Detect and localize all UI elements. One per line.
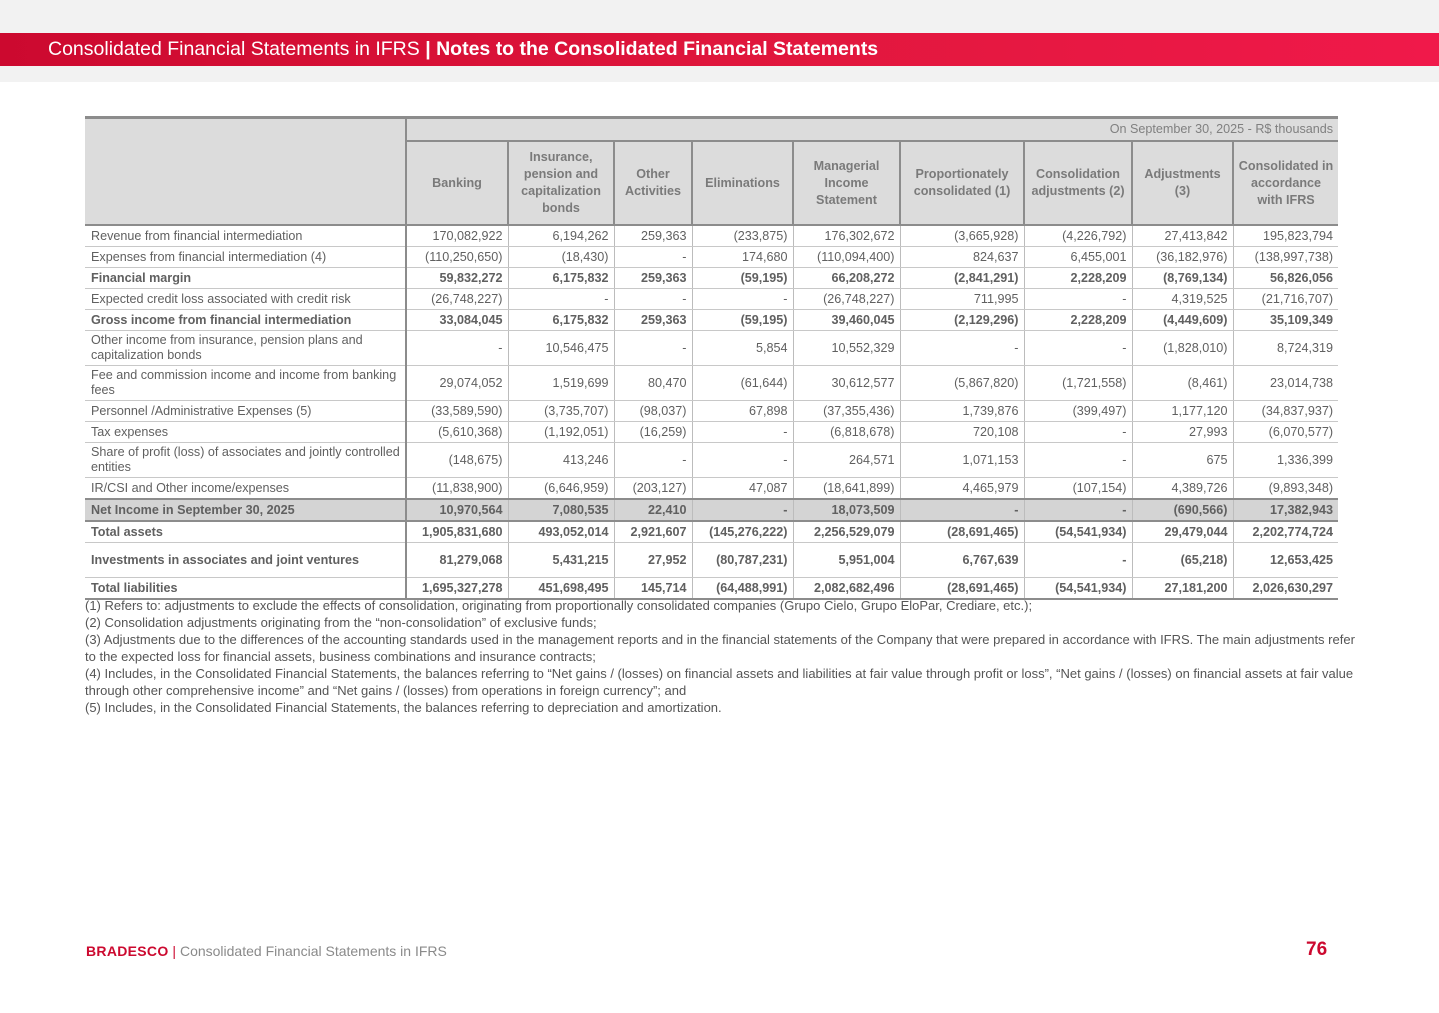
col-header: Consolidation adjustments (2) xyxy=(1024,141,1132,225)
header-subtitle: Notes to the Consolidated Financial Statements xyxy=(436,38,879,60)
table-cell: - xyxy=(1024,422,1132,443)
table-cell: 1,336,399 xyxy=(1233,443,1338,478)
table-cell: - xyxy=(1024,289,1132,310)
table-cell: 1,177,120 xyxy=(1132,401,1233,422)
table-cell: (1,192,051) xyxy=(508,422,614,443)
row-label: Tax expenses xyxy=(85,422,406,443)
col-header: Adjustments (3) xyxy=(1132,141,1233,225)
table-cell: - xyxy=(692,499,793,521)
table-row xyxy=(85,521,1338,543)
table-cell: 6,455,001 xyxy=(1024,247,1132,268)
table-cell: - xyxy=(1024,443,1132,478)
row-label: Total liabilities xyxy=(85,578,406,600)
table-cell: - xyxy=(1024,499,1132,521)
table-cell: 27,181,200 xyxy=(1132,578,1233,600)
table-cell: 10,546,475 xyxy=(508,331,614,366)
table-cell: 67,898 xyxy=(692,401,793,422)
footnote: (1) Refers to: adjustments to exclude the effects of consolidation, originating from proportionally consolidated companies (Grupo Cielo, Grupo EloPar, Crediare, etc.); xyxy=(85,598,1033,613)
table-cell: 1,905,831,680 xyxy=(406,521,508,543)
table-cell: - xyxy=(1024,543,1132,578)
header-separator: | xyxy=(425,38,431,60)
table-cell: 6,767,639 xyxy=(900,543,1024,578)
table-cell: (110,094,400) xyxy=(793,247,900,268)
table-cell: 27,413,842 xyxy=(1132,225,1233,247)
table-cell: (65,218) xyxy=(1132,543,1233,578)
table-cell: - xyxy=(900,499,1024,521)
table-cell: (6,818,678) xyxy=(793,422,900,443)
col-header: Managerial Income Statement xyxy=(793,141,900,225)
table-cell: 6,175,832 xyxy=(508,268,614,289)
table-cell: 27,993 xyxy=(1132,422,1233,443)
table-cell: 451,698,495 xyxy=(508,578,614,600)
table-cell: (233,875) xyxy=(692,225,793,247)
table-cell: (148,675) xyxy=(406,443,508,478)
table-cell: (59,195) xyxy=(692,310,793,331)
table-cell: 6,175,832 xyxy=(508,310,614,331)
col-header: Consolidated in accordance with IFRS xyxy=(1233,141,1338,225)
table-cell: - xyxy=(900,331,1024,366)
table-cell: 22,410 xyxy=(614,499,692,521)
table-cell: - xyxy=(508,289,614,310)
row-label: Share of profit (loss) of associates and jointly controlled entities xyxy=(85,443,406,478)
table-cell: (61,644) xyxy=(692,366,793,401)
managerial-income-table xyxy=(85,116,1338,600)
table-cell: (4,449,609) xyxy=(1132,310,1233,331)
table-cell: (26,748,227) xyxy=(406,289,508,310)
table-row xyxy=(85,366,1338,401)
row-label: Other income from insurance, pension plans and capitalization bonds xyxy=(85,331,406,366)
table-row xyxy=(85,225,1338,247)
table-cell: 264,571 xyxy=(793,443,900,478)
table-cell: 27,952 xyxy=(614,543,692,578)
row-label: IR/CSI and Other income/expenses xyxy=(85,478,406,500)
table-row xyxy=(85,331,1338,366)
table-cell: (54,541,934) xyxy=(1024,521,1132,543)
table-cell: 2,026,630,297 xyxy=(1233,578,1338,600)
table-cell: (110,250,650) xyxy=(406,247,508,268)
row-label: Net Income in September 30, 2025 xyxy=(85,499,406,521)
header-underband xyxy=(0,66,1439,82)
table-cell: 1,739,876 xyxy=(900,401,1024,422)
table-cell: (107,154) xyxy=(1024,478,1132,500)
table-cell: (145,276,222) xyxy=(692,521,793,543)
table-cell: (28,691,465) xyxy=(900,578,1024,600)
table-row xyxy=(85,478,1338,500)
table-cell: 4,389,726 xyxy=(1132,478,1233,500)
col-header: Eliminations xyxy=(692,141,793,225)
col-header: Banking xyxy=(406,141,508,225)
table-cell: (54,541,934) xyxy=(1024,578,1132,600)
table-cell: - xyxy=(614,247,692,268)
table-cell: 30,612,577 xyxy=(793,366,900,401)
table-cell: 5,431,215 xyxy=(508,543,614,578)
footnote: (5) Includes, in the Consolidated Financial Statements, the balances referring to depreciation and amortization. xyxy=(85,700,722,715)
table-cell: (6,646,959) xyxy=(508,478,614,500)
table-cell: 10,552,329 xyxy=(793,331,900,366)
table-cell: 720,108 xyxy=(900,422,1024,443)
table-cell: 81,279,068 xyxy=(406,543,508,578)
table-cell: 259,363 xyxy=(614,310,692,331)
table-cell: (399,497) xyxy=(1024,401,1132,422)
unit-label: On September 30, 2025 - R$ thousands xyxy=(406,118,1338,142)
row-label: Financial margin xyxy=(85,268,406,289)
table-cell: 1,071,153 xyxy=(900,443,1024,478)
table-cell: - xyxy=(614,443,692,478)
table-cell: 2,202,774,724 xyxy=(1233,521,1338,543)
footer-separator: | xyxy=(172,943,177,959)
table-cell: (26,748,227) xyxy=(793,289,900,310)
table-cell: (59,195) xyxy=(692,268,793,289)
row-label: Gross income from financial intermediation xyxy=(85,310,406,331)
table-cell: (80,787,231) xyxy=(692,543,793,578)
table-corner xyxy=(85,118,406,226)
table-cell: 12,653,425 xyxy=(1233,543,1338,578)
table-cell: 7,080,535 xyxy=(508,499,614,521)
table-row xyxy=(85,401,1338,422)
table-cell: 5,951,004 xyxy=(793,543,900,578)
footer-text: Consolidated Financial Statements in IFRS xyxy=(179,943,447,959)
table-cell: 17,382,943 xyxy=(1233,499,1338,521)
table-cell: 6,194,262 xyxy=(508,225,614,247)
table-cell: 413,246 xyxy=(508,443,614,478)
row-label: Expenses from financial intermediation (4) xyxy=(85,247,406,268)
table-row xyxy=(85,268,1338,289)
table-cell: (3,665,928) xyxy=(900,225,1024,247)
table-cell: 8,724,319 xyxy=(1233,331,1338,366)
table-cell: (9,893,348) xyxy=(1233,478,1338,500)
col-header: Insurance, pension and capitalization bonds xyxy=(508,141,614,225)
page-footer xyxy=(86,943,447,959)
table-row xyxy=(85,289,1338,310)
row-label: Personnel /Administrative Expenses (5) xyxy=(85,401,406,422)
footer-brand: BRADESCO xyxy=(86,943,169,959)
top-margin xyxy=(0,0,1439,33)
table-cell: 174,680 xyxy=(692,247,793,268)
table-row xyxy=(85,543,1338,578)
footnote: (4) Includes, in the Consolidated Financial Statements, the balances referring to “Net gains / (losses) on financial assets and liabilities at fair value through profit or loss”, “Net gains / (losses) on financial assets at fair value through other comprehensive income” and “Net gains / (losses) from operations in foreign currency”; and xyxy=(85,666,1354,698)
table-cell: 2,228,209 xyxy=(1024,268,1132,289)
table-cell: 59,832,272 xyxy=(406,268,508,289)
table-cell: 2,921,607 xyxy=(614,521,692,543)
table-cell: (8,461) xyxy=(1132,366,1233,401)
table-cell: 4,465,979 xyxy=(900,478,1024,500)
table-cell: 259,363 xyxy=(614,225,692,247)
table-cell: (18,641,899) xyxy=(793,478,900,500)
table-cell: (33,589,590) xyxy=(406,401,508,422)
table-cell: - xyxy=(406,331,508,366)
table-cell: 711,995 xyxy=(900,289,1024,310)
table-cell: 29,074,052 xyxy=(406,366,508,401)
table-cell: - xyxy=(692,289,793,310)
table-cell: (8,769,134) xyxy=(1132,268,1233,289)
table-cell: (64,488,991) xyxy=(692,578,793,600)
table-cell: (1,828,010) xyxy=(1132,331,1233,366)
row-label: Investments in associates and joint ventures xyxy=(85,543,406,578)
table-cell: (28,691,465) xyxy=(900,521,1024,543)
table-cell: (690,566) xyxy=(1132,499,1233,521)
table-cell: 170,082,922 xyxy=(406,225,508,247)
table-row xyxy=(85,310,1338,331)
table-row xyxy=(85,578,1338,600)
table-cell: (203,127) xyxy=(614,478,692,500)
row-label: Expected credit loss associated with credit risk xyxy=(85,289,406,310)
footnotes xyxy=(85,597,1360,716)
table-row xyxy=(85,422,1338,443)
row-label: Fee and commission income and income from banking fees xyxy=(85,366,406,401)
table-cell: 47,087 xyxy=(692,478,793,500)
table-cell: 259,363 xyxy=(614,268,692,289)
table-cell: (16,259) xyxy=(614,422,692,443)
table-cell: 1,519,699 xyxy=(508,366,614,401)
table-cell: 10,970,564 xyxy=(406,499,508,521)
header-banner xyxy=(0,33,1439,66)
table-cell: (34,837,937) xyxy=(1233,401,1338,422)
table-cell: (11,838,900) xyxy=(406,478,508,500)
table-row xyxy=(85,247,1338,268)
table-cell: 5,854 xyxy=(692,331,793,366)
table-cell: 2,256,529,079 xyxy=(793,521,900,543)
table-cell: 493,052,014 xyxy=(508,521,614,543)
table-cell: 33,084,045 xyxy=(406,310,508,331)
col-header: Proportionately consolidated (1) xyxy=(900,141,1024,225)
table-cell: (3,735,707) xyxy=(508,401,614,422)
table-cell: (4,226,792) xyxy=(1024,225,1132,247)
table-cell: (2,841,291) xyxy=(900,268,1024,289)
table-cell: (18,430) xyxy=(508,247,614,268)
table-cell: 2,228,209 xyxy=(1024,310,1132,331)
footnote: (3) Adjustments due to the differences of the accounting standards used in the management reports and in the financial statements of the Company that were prepared in accordance with IFRS. The main adjustments refer to the expected loss for financial assets, business combinations and insurance contracts; xyxy=(85,632,1355,664)
table-cell: - xyxy=(1024,331,1132,366)
table-cell: (37,355,436) xyxy=(793,401,900,422)
table-cell: 1,695,327,278 xyxy=(406,578,508,600)
footnote: (2) Consolidation adjustments originating from the “non-consolidation” of exclusive funds; xyxy=(85,615,597,630)
table-cell: 824,637 xyxy=(900,247,1024,268)
row-label: Revenue from financial intermediation xyxy=(85,225,406,247)
table-cell: 80,470 xyxy=(614,366,692,401)
table-cell: (5,610,368) xyxy=(406,422,508,443)
table-cell: - xyxy=(692,443,793,478)
table-cell: 35,109,349 xyxy=(1233,310,1338,331)
table-cell: (5,867,820) xyxy=(900,366,1024,401)
row-label: Total assets xyxy=(85,521,406,543)
table-cell: (98,037) xyxy=(614,401,692,422)
table-cell: (138,997,738) xyxy=(1233,247,1338,268)
table-cell: 66,208,272 xyxy=(793,268,900,289)
table-cell: 56,826,056 xyxy=(1233,268,1338,289)
table-cell: (6,070,577) xyxy=(1233,422,1338,443)
table-cell: 176,302,672 xyxy=(793,225,900,247)
table-cell: 4,319,525 xyxy=(1132,289,1233,310)
table-cell: 18,073,509 xyxy=(793,499,900,521)
table-row xyxy=(85,499,1338,521)
table-cell: 29,479,044 xyxy=(1132,521,1233,543)
table-cell: - xyxy=(614,289,692,310)
table-cell: 675 xyxy=(1132,443,1233,478)
table-cell: - xyxy=(692,422,793,443)
table-cell: - xyxy=(614,331,692,366)
table-cell: (2,129,296) xyxy=(900,310,1024,331)
table-cell: (1,721,558) xyxy=(1024,366,1132,401)
page-number: 76 xyxy=(1306,939,1328,960)
table-cell: 23,014,738 xyxy=(1233,366,1338,401)
table-cell: (21,716,707) xyxy=(1233,289,1338,310)
table-cell: 145,714 xyxy=(614,578,692,600)
table-row xyxy=(85,443,1338,478)
table-cell: (36,182,976) xyxy=(1132,247,1233,268)
table-cell: 39,460,045 xyxy=(793,310,900,331)
col-header: Other Activities xyxy=(614,141,692,225)
header-title: Consolidated Financial Statements in IFRS xyxy=(48,38,420,60)
table-cell: 2,082,682,496 xyxy=(793,578,900,600)
table-cell: 195,823,794 xyxy=(1233,225,1338,247)
